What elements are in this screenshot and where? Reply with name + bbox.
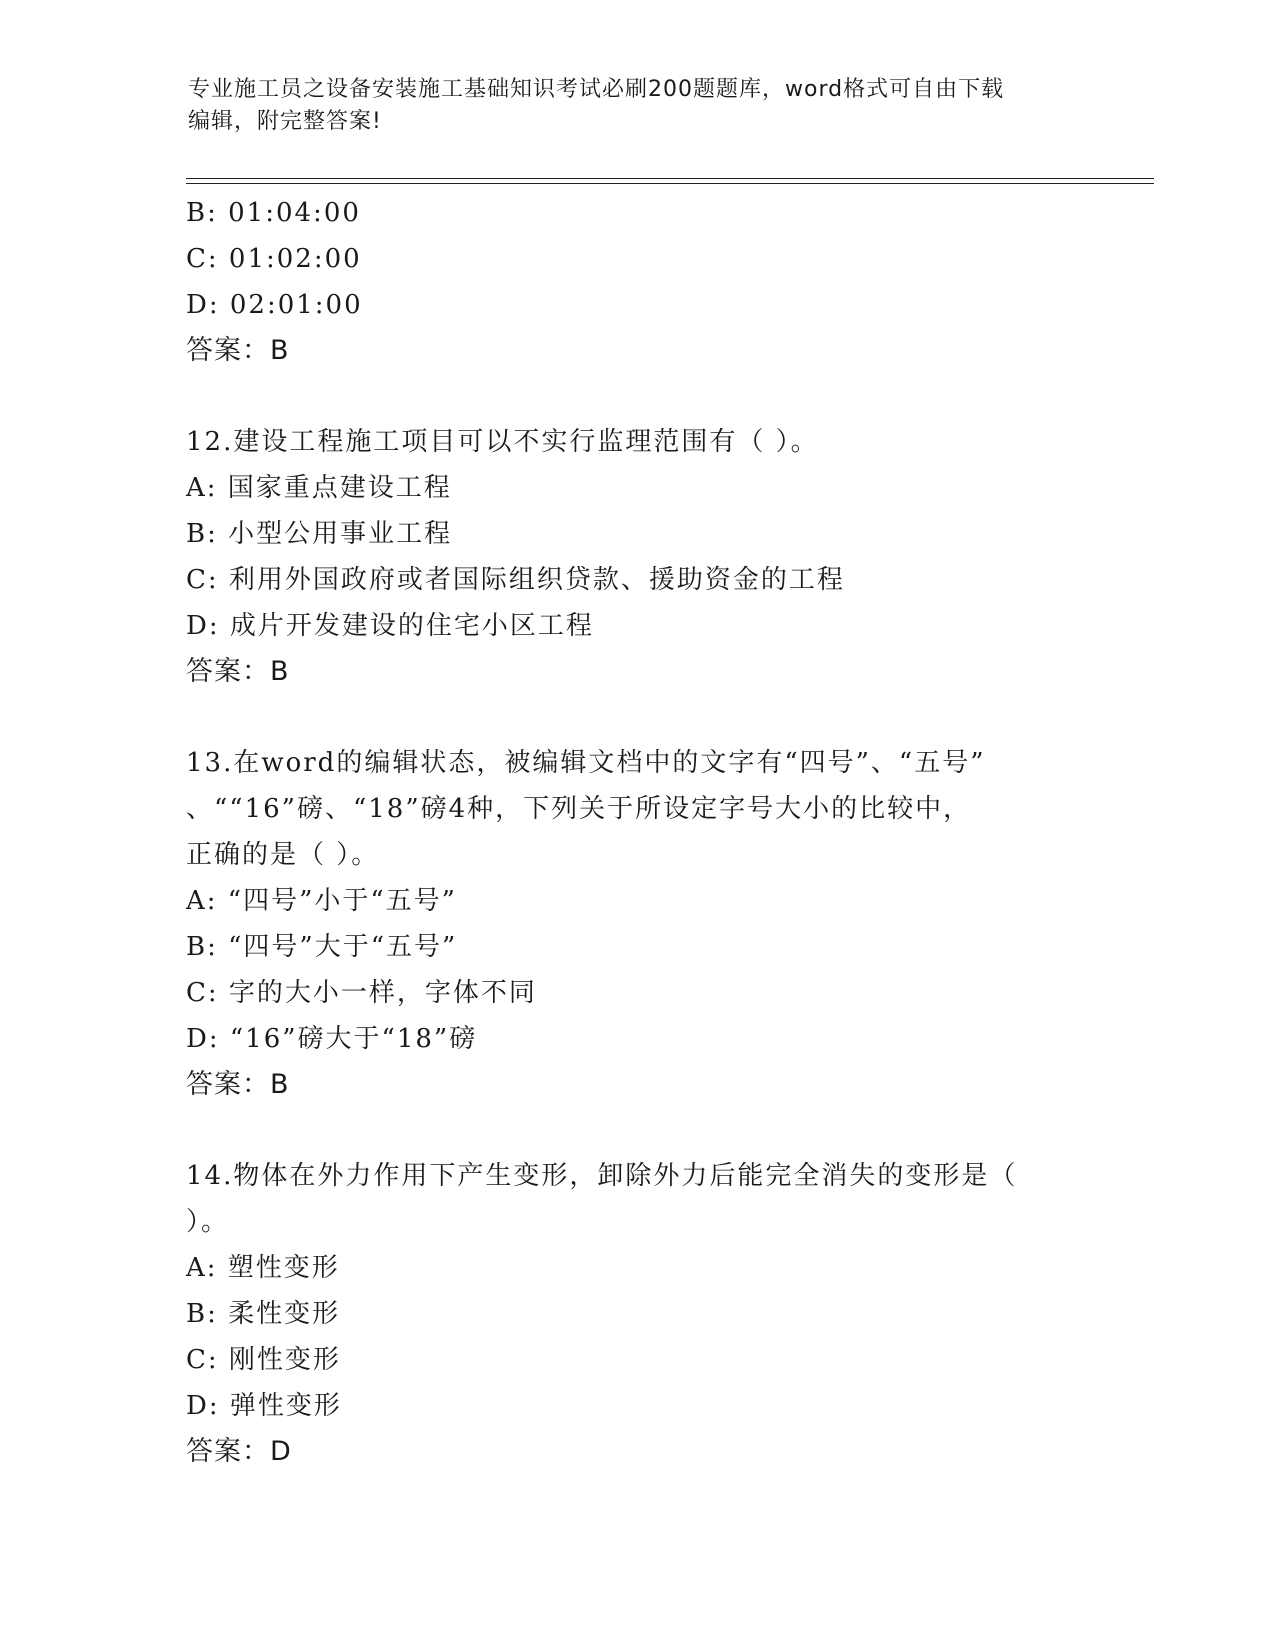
document-header <box>188 74 1068 138</box>
question-11-option-d: D: 02:01:00 <box>186 290 363 320</box>
header-divider-bottom <box>186 183 1154 184</box>
question-14-option-a: A: 塑性变形 <box>186 1253 340 1283</box>
question-14-option-b: B: 柔性变形 <box>186 1299 341 1329</box>
spacer <box>186 374 1066 419</box>
question-13-stem-line-3: 正确的是（ ）。 <box>186 840 380 870</box>
header-divider-top <box>186 178 1154 179</box>
question-12 <box>186 419 1066 695</box>
question-12-option-a: A: 国家重点建设工程 <box>186 473 452 503</box>
spacer <box>186 1108 1066 1153</box>
question-11-option-b: B: 01:04:00 <box>186 198 361 228</box>
question-14-option-d: D: 弹性变形 <box>186 1391 342 1421</box>
question-14 <box>186 1153 1066 1475</box>
question-14-answer: 答案：D <box>186 1436 292 1467</box>
header-title-line-1: 专业施工员之设备安装施工基础知识考试必刷200题题库，word格式可自由下载 <box>188 77 1005 102</box>
question-12-stem: 12.建设工程施工项目可以不实行监理范围有（ ）。 <box>186 427 819 457</box>
question-11 <box>186 190 1066 374</box>
question-12-answer: 答案：B <box>186 656 290 687</box>
question-13-option-b: B: “四号”大于“五号” <box>186 932 458 962</box>
question-13-option-c: C: 字的大小一样，字体不同 <box>186 978 537 1008</box>
question-12-option-b: B: 小型公用事业工程 <box>186 519 453 549</box>
question-13-answer: 答案：B <box>186 1069 290 1100</box>
question-13-stem-line-2: 、““16”磅、“18”磅4种，下列关于所设定字号大小的比较中， <box>186 794 972 824</box>
header-title-line-2: 编辑，附完整答案! <box>188 109 382 134</box>
question-13 <box>186 740 1066 1108</box>
question-14-stem-line-1: 14.物体在外力作用下产生变形，卸除外力后能完全消失的变形是（ <box>186 1161 1018 1191</box>
question-13-option-a: A: “四号”小于“五号” <box>186 886 457 916</box>
spacer <box>186 695 1066 740</box>
question-list <box>186 190 1066 1475</box>
question-13-option-d: D: “16”磅大于“18”磅 <box>186 1024 478 1054</box>
question-14-stem-line-2: ）。 <box>186 1207 230 1237</box>
question-12-option-d: D: 成片开发建设的住宅小区工程 <box>186 611 594 641</box>
question-11-answer: 答案：B <box>186 335 290 366</box>
question-11-option-c: C: 01:02:00 <box>186 244 362 274</box>
question-12-option-c: C: 利用外国政府或者国际组织贷款、援助资金的工程 <box>186 565 845 595</box>
question-13-stem-line-1: 13.在word的编辑状态，被编辑文档中的文字有“四号”、“五号” <box>186 748 986 778</box>
question-14-option-c: C: 刚性变形 <box>186 1345 341 1375</box>
